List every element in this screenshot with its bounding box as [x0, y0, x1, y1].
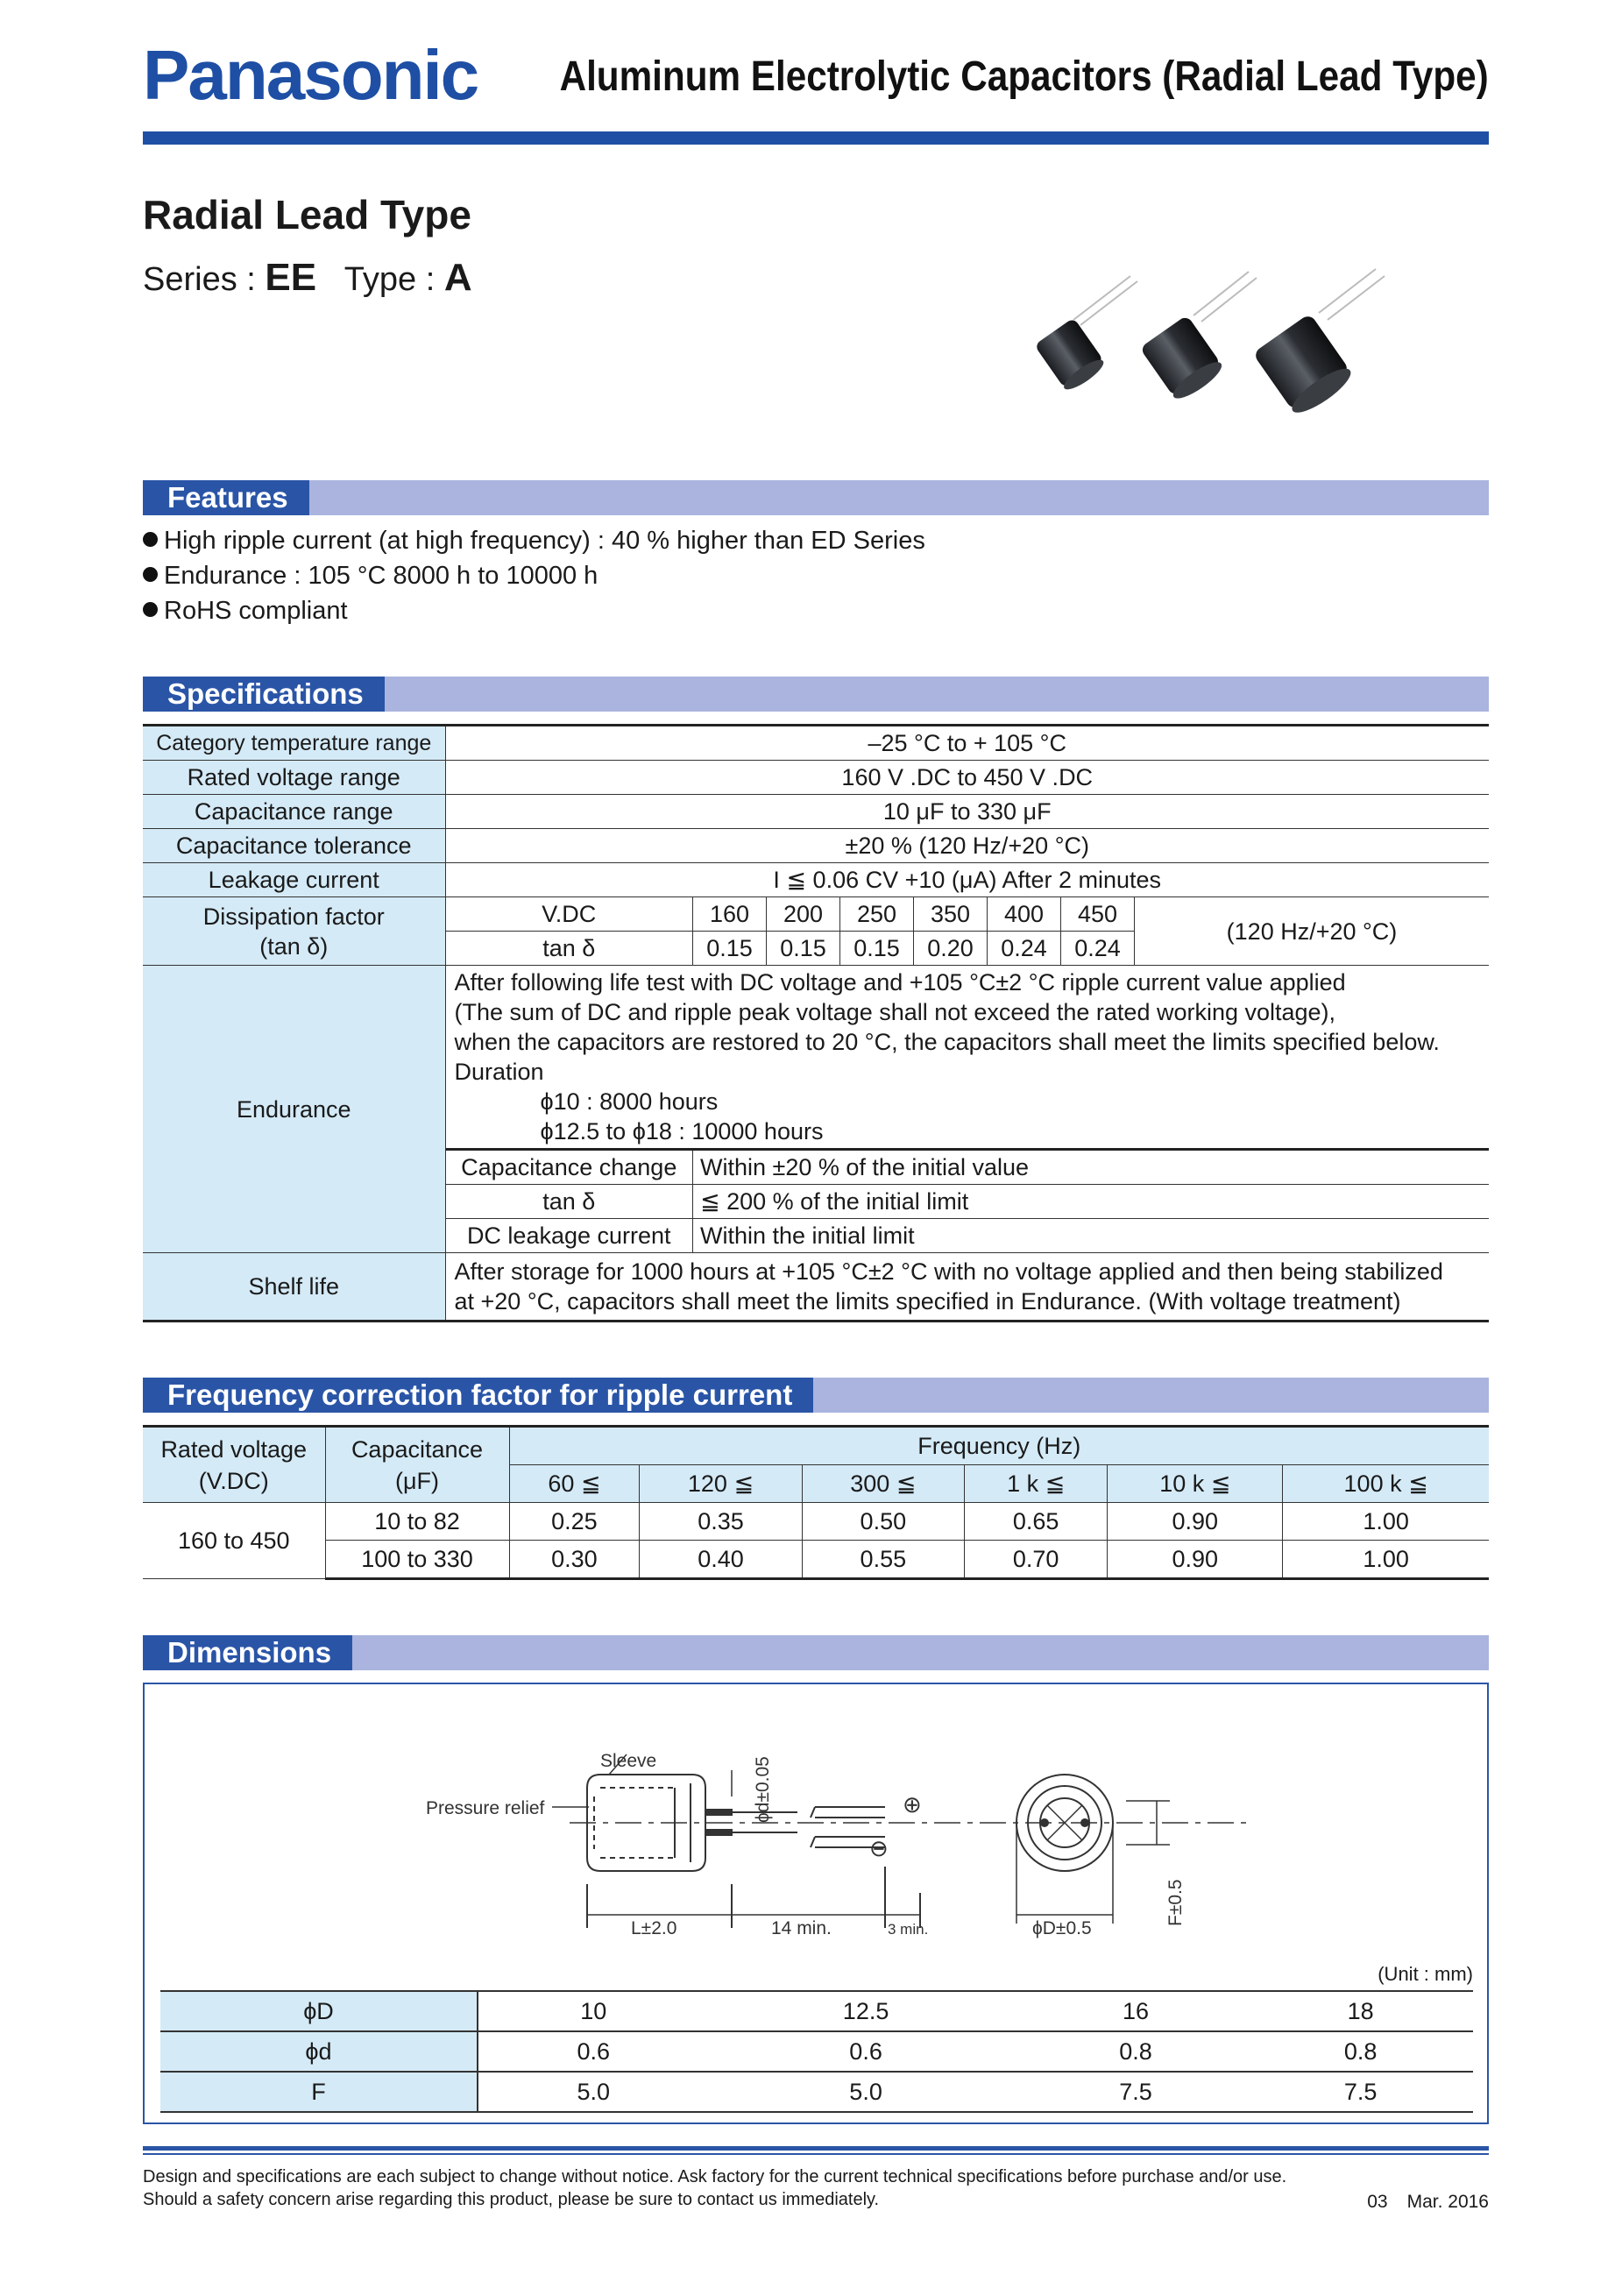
pitch-label: F±0.5 [1165, 1879, 1186, 1926]
dissipation-table [446, 897, 1490, 965]
features-heading: Features [143, 480, 309, 515]
feature-item: High ripple current (at high frequency) : 40 % higher than ED Series [143, 523, 925, 558]
frequency-cell: 120 ≦ [640, 1465, 802, 1503]
table-row [143, 1541, 1489, 1579]
frequency-cell: 60 ≦ [509, 1465, 640, 1503]
page-number: 03 [1367, 2192, 1388, 2212]
bullet-icon [143, 532, 158, 547]
capacitance-col-header: Capacitance (μF) [325, 1427, 509, 1503]
dimensions-table [160, 1990, 1473, 2113]
lead-diameter-label: ϕd±0.05 [753, 1756, 773, 1823]
frequency-header: Frequency (Hz) [509, 1427, 1489, 1465]
unit-note: (Unit : mm) [1378, 1963, 1473, 1985]
footer-rule [143, 2146, 1489, 2151]
limit-value: Within ±20 % of the initial value [693, 1150, 1490, 1185]
dim-value: 7.5 [1023, 2072, 1249, 2112]
sleeve-label: Sleeve [600, 1751, 657, 1771]
dim-value: 5.0 [708, 2072, 1023, 2112]
frequency-correction-heading: Frequency correction factor for ripple current [143, 1378, 813, 1413]
spec-value: ±20 % (120 Hz/+20 °C) [445, 829, 1489, 863]
features-header [143, 480, 1489, 515]
dim-label: F [160, 2072, 478, 2112]
spec-value: I ≦ 0.06 CV +10 (μA) After 2 minutes [445, 863, 1489, 897]
spec-label: Rated voltage range [143, 761, 445, 795]
dimensions-header [143, 1635, 1489, 1670]
capacitance-cell: 100 to 330 [325, 1541, 509, 1579]
spec-label: Capacitance range [143, 795, 445, 829]
capacitor-small-icon [1034, 276, 1137, 394]
type-label: Type : [344, 261, 444, 298]
specifications-header [143, 677, 1489, 712]
spec-row [143, 726, 1489, 761]
frequency-correction-header [143, 1378, 1489, 1413]
lead-3min-label: 3 min. [888, 1921, 929, 1938]
voltage-cell: 400 [988, 897, 1061, 932]
tan-label: tan δ [446, 932, 693, 966]
dimension-drawing [412, 1735, 1253, 1945]
spec-value: –25 °C to + 105 °C [445, 726, 1489, 761]
feature-item: RoHS compliant [143, 593, 348, 628]
dimensions-heading: Dimensions [143, 1635, 352, 1670]
spec-row [143, 829, 1489, 863]
factor-cell: 0.70 [965, 1541, 1108, 1579]
frequency-cell: 1 k ≦ [965, 1465, 1108, 1503]
minus-terminal-icon: ⊖ [869, 1835, 889, 1861]
dim-value: 18 [1248, 1991, 1473, 2031]
factor-cell: 0.35 [640, 1503, 802, 1541]
tan-cell: 0.24 [988, 932, 1061, 966]
tan-cell: 0.15 [840, 932, 914, 966]
factor-cell: 0.65 [965, 1503, 1108, 1541]
dim-value: 16 [1023, 1991, 1249, 2031]
voltage-cell: 450 [1061, 897, 1135, 932]
voltage-range: 160 to 450 [143, 1503, 325, 1579]
factor-cell: 1.00 [1283, 1503, 1489, 1541]
endurance-cell [445, 966, 1489, 1253]
factor-cell: 0.40 [640, 1541, 802, 1579]
limit-item: tan δ [446, 1185, 693, 1219]
dim-value: 10 [478, 1991, 708, 2031]
page-title: Radial Lead Type [143, 192, 471, 237]
series-value: EE [265, 256, 317, 299]
header-rule [143, 131, 1489, 145]
spec-row [143, 795, 1489, 829]
footer-rule-thin [143, 2153, 1489, 2155]
type-value: A [443, 256, 472, 299]
voltage-col-header: Rated voltage (V.DC) [143, 1427, 325, 1503]
factor-cell: 1.00 [1283, 1541, 1489, 1579]
dim-value: 0.6 [708, 2031, 1023, 2072]
brand-logo: Panasonic [143, 36, 478, 114]
tan-cell: 0.15 [693, 932, 767, 966]
series-line [143, 256, 472, 300]
spec-label-shelf-life: Shelf life [143, 1253, 445, 1322]
bullet-icon [143, 602, 158, 617]
dim-value: 5.0 [478, 2072, 708, 2112]
limit-item: DC leakage current [446, 1219, 693, 1253]
factor-cell: 0.50 [802, 1503, 964, 1541]
voltage-cell: 250 [840, 897, 914, 932]
spec-value: 160 V .DC to 450 V .DC [445, 761, 1489, 795]
table-row [160, 2031, 1473, 2072]
spec-label: Category temperature range [143, 726, 445, 761]
plus-terminal-icon: ⊕ [903, 1791, 922, 1818]
dim-value: 0.8 [1023, 2031, 1249, 2072]
dim-value: 0.6 [478, 2031, 708, 2072]
tan-cell: 0.20 [914, 932, 988, 966]
factor-cell: 0.30 [509, 1541, 640, 1579]
endurance-limits-table [446, 1148, 1490, 1252]
factor-cell: 0.90 [1108, 1541, 1283, 1579]
voltage-cell: 200 [767, 897, 840, 932]
feature-item: Endurance : 105 °C 8000 h to 10000 h [143, 558, 598, 593]
footer-page-date [1367, 2192, 1489, 2213]
endurance-text: After following life test with DC voltage and +105 °C±2 °C ripple current value applied (The sum of DC and ripple peak voltage shall not exceed the rated working voltage), when the capacitors are restored to 20 °C, the capacitors shall meet the limits specified below. Duration ϕ10 : 8000 hours ϕ12.5 to ϕ18 : 10000 hours [454, 969, 1440, 1144]
capacitor-medium-icon [1139, 272, 1257, 404]
dim-label: ϕD [160, 1991, 478, 2031]
spec-label-dissipation: Dissipation factor (tan δ) [143, 897, 445, 966]
limit-value: ≦ 200 % of the initial limit [693, 1185, 1490, 1219]
dim-value: 7.5 [1248, 2072, 1473, 2112]
lead-min-label: 14 min. [771, 1918, 832, 1938]
dissipation-cell [445, 897, 1489, 966]
spec-label: Capacitance tolerance [143, 829, 445, 863]
vdc-label: V.DC [446, 897, 693, 932]
document-title: Aluminum Electrolytic Capacitors (Radial Lead Type) [559, 53, 1489, 100]
spec-value: 10 μF to 330 μF [445, 795, 1489, 829]
table-row [160, 2072, 1473, 2112]
issue-date: Mar. 2016 [1406, 2192, 1489, 2212]
dim-value: 12.5 [708, 1991, 1023, 2031]
capacitor-large-icon [1252, 269, 1385, 420]
voltage-cell: 350 [914, 897, 988, 932]
voltage-cell: 160 [693, 897, 767, 932]
frequency-cell: 300 ≦ [802, 1465, 964, 1503]
frequency-cell: 10 k ≦ [1108, 1465, 1283, 1503]
frequency-correction-table [143, 1425, 1489, 1580]
shelf-life-text: After storage for 1000 hours at +105 °C±2 °C with no voltage applied and then being stabilized at +20 °C, capacitors shall meet the limits specified in Endurance. (With voltage treatment) [445, 1253, 1489, 1322]
dim-label: ϕd [160, 2031, 478, 2072]
factor-cell: 0.90 [1108, 1503, 1283, 1541]
specifications-heading: Specifications [143, 677, 385, 712]
tan-cell: 0.15 [767, 932, 840, 966]
capacitance-cell: 10 to 82 [325, 1503, 509, 1541]
spec-label: Leakage current [143, 863, 445, 897]
series-label: Series : [143, 261, 266, 298]
length-label: L±2.0 [631, 1918, 677, 1938]
limit-value: Within the initial limit [693, 1219, 1490, 1253]
spec-row-endurance [143, 966, 1489, 1253]
specifications-table [143, 724, 1489, 1322]
footer-disclaimer-2: Should a safety concern arise regarding this product, please be sure to contact us immediately. [143, 2190, 880, 2209]
table-row [160, 1991, 1473, 2031]
factor-cell: 0.55 [802, 1541, 964, 1579]
frequency-cell: 100 k ≦ [1283, 1465, 1489, 1503]
spec-row [143, 863, 1489, 897]
limit-item: Capacitance change [446, 1150, 693, 1185]
spec-row-dissipation [143, 897, 1489, 966]
dissipation-condition: (120 Hz/+20 °C) [1226, 918, 1398, 945]
spec-label-endurance: Endurance [143, 966, 445, 1253]
footer-disclaimer-1: Design and specifications are each subject to change without notice. Ask factory for the current technical specifications before purchase and/or use. [143, 2167, 1287, 2186]
dim-value: 0.8 [1248, 2031, 1473, 2072]
table-row [143, 1503, 1489, 1541]
product-photo [990, 267, 1411, 434]
spec-row [143, 761, 1489, 795]
pressure-relief-label: Pressure relief [426, 1798, 545, 1818]
body-diameter-label: ϕD±0.5 [1032, 1918, 1092, 1938]
spec-row-shelf-life [143, 1253, 1489, 1322]
factor-cell: 0.25 [509, 1503, 640, 1541]
bullet-icon [143, 567, 158, 582]
tan-cell: 0.24 [1061, 932, 1135, 966]
